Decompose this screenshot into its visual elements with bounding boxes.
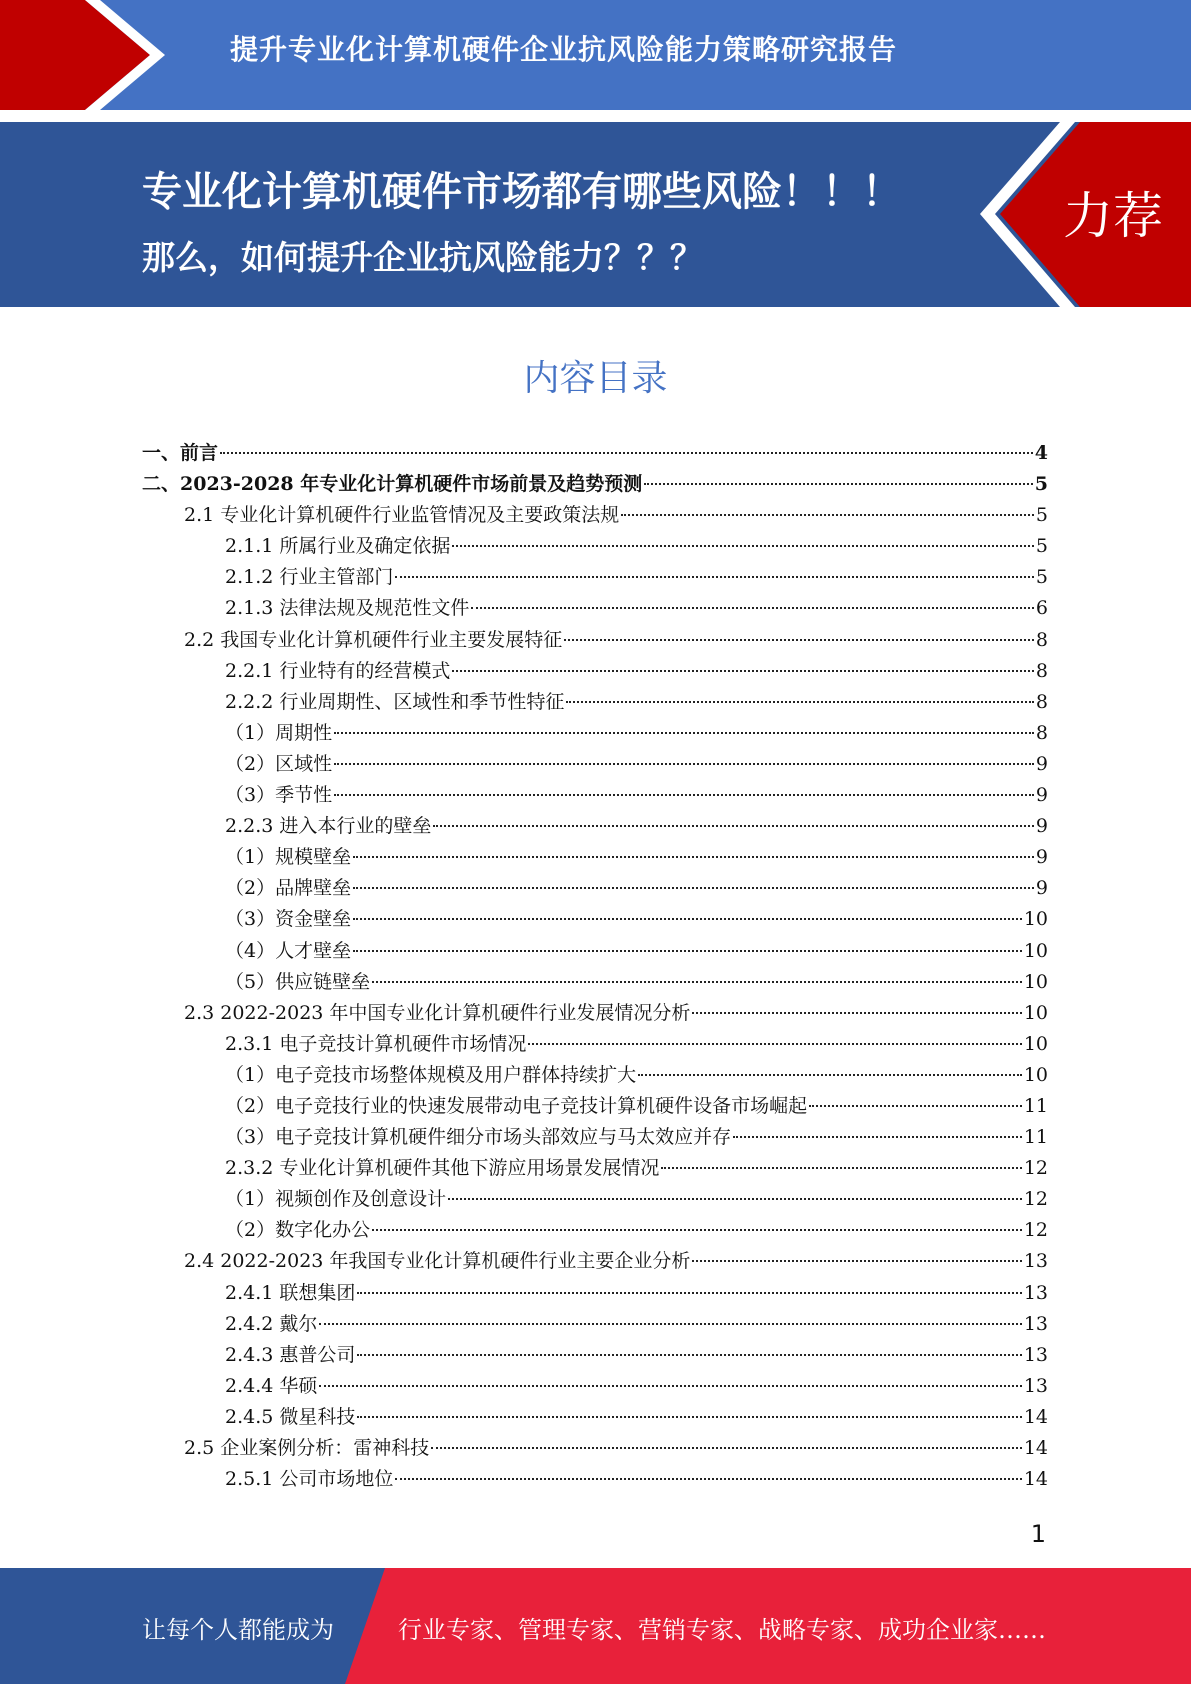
toc-entry-page: 8 xyxy=(1035,659,1048,682)
toc-entry-title: （2）区域性 xyxy=(225,752,333,775)
toc-entry[interactable] xyxy=(142,967,1048,998)
toc-entry-page: 10 xyxy=(1023,1001,1048,1024)
toc-leader-dots xyxy=(564,639,1034,641)
toc-entry-page: 4 xyxy=(1034,442,1048,464)
toc-entry[interactable] xyxy=(142,593,1048,624)
toc-entry[interactable] xyxy=(142,1278,1048,1309)
toc-entry-page: 12 xyxy=(1023,1219,1048,1242)
toc-entry-title: （1）规模壁垒 xyxy=(225,846,352,869)
footer-banner xyxy=(0,1568,1191,1684)
toc-entry-title: 2.3.2 专业化计算机硬件其他下游应用场景发展情况 xyxy=(225,1157,660,1180)
toc-leader-dots xyxy=(357,1354,1021,1356)
toc-entry-page: 13 xyxy=(1023,1312,1048,1335)
toc-entry-title: 2.4 2022-2023 年我国专业化计算机硬件行业主要企业分析 xyxy=(184,1250,691,1273)
toc-entry[interactable] xyxy=(142,811,1048,842)
toc-entry-page: 5 xyxy=(1035,535,1048,558)
toc-entry-title: （3）资金壁垒 xyxy=(225,908,352,931)
toc-entry-page: 13 xyxy=(1023,1343,1048,1366)
toc-leader-dots xyxy=(644,483,1033,485)
toc-leader-dots xyxy=(357,1292,1021,1294)
hero-headline: 专业化计算机硬件市场都有哪些风险！！！ xyxy=(142,169,902,215)
toc-entry-title: 2.5.1 公司市场地位 xyxy=(225,1468,394,1491)
toc-entry-title: 一、前言 xyxy=(142,442,219,464)
toc-leader-dots xyxy=(357,1416,1021,1418)
toc-entry-page: 14 xyxy=(1023,1437,1048,1459)
toc-leader-dots xyxy=(638,1074,1022,1076)
toc-entry[interactable] xyxy=(142,1029,1048,1060)
toc-entry[interactable] xyxy=(142,531,1048,562)
toc-entry-title: （3）季节性 xyxy=(225,784,333,807)
toc-leader-dots xyxy=(395,576,1034,578)
toc-entry-page: 11 xyxy=(1023,1094,1048,1117)
toc-entry-page: 11 xyxy=(1023,1126,1048,1149)
toc-entry-page: 10 xyxy=(1023,970,1048,993)
toc-leader-dots xyxy=(452,670,1034,672)
toc-leader-dots xyxy=(692,1012,1021,1014)
toc-entry-page: 8 xyxy=(1035,628,1048,651)
toc-entry-title: 2.2.1 行业特有的经营模式 xyxy=(225,659,451,682)
toc-entry[interactable] xyxy=(142,1184,1048,1215)
toc-entry-title: 2.1.1 所属行业及确定依据 xyxy=(225,535,451,558)
toc-leader-dots xyxy=(372,981,1022,983)
toc-entry-title: 2.1 专业化计算机硬件行业监管情况及主要政策法规 xyxy=(184,504,620,527)
toc-entry[interactable] xyxy=(142,873,1048,904)
toc-entry-title: （2）品牌壁垒 xyxy=(225,877,352,900)
footer-slogan-left: 让每个人都能成为 xyxy=(142,1616,334,1644)
toc-entry[interactable] xyxy=(142,936,1048,967)
toc-entry-title: （1）视频创作及创意设计 xyxy=(225,1188,447,1211)
toc-entry-page: 8 xyxy=(1035,690,1048,713)
toc-entry[interactable] xyxy=(142,1060,1048,1091)
toc-entry-page: 12 xyxy=(1023,1188,1048,1211)
recommend-badge: 力荐 xyxy=(1063,187,1163,245)
toc-leader-dots xyxy=(431,1447,1022,1449)
toc-entry-page: 9 xyxy=(1035,877,1048,900)
toc-entry-page: 12 xyxy=(1023,1157,1048,1180)
toc-entry-page: 13 xyxy=(1023,1281,1048,1304)
toc-entry-page: 14 xyxy=(1023,1468,1048,1491)
toc-leader-dots xyxy=(621,514,1034,516)
top-left-red-chevron xyxy=(0,0,150,110)
toc-entry-page: 9 xyxy=(1035,752,1048,775)
toc-leader-dots xyxy=(220,452,1033,454)
hero-subheadline: 那么，如何提升企业抗风险能力？？？ xyxy=(142,238,703,277)
toc-entry-title: 2.5 企业案例分析：雷神科技 xyxy=(184,1437,430,1459)
toc-entry-title: 2.2 我国专业化计算机硬件行业主要发展特征 xyxy=(184,628,563,651)
toc-entry[interactable] xyxy=(142,749,1048,780)
page-number: 1 xyxy=(1030,1520,1046,1548)
toc-entry-title: （4）人才壁垒 xyxy=(225,939,352,962)
toc-leader-dots xyxy=(566,701,1034,703)
toc-leader-dots xyxy=(395,1478,1021,1480)
toc-leader-dots xyxy=(528,1043,1021,1045)
toc-entry-page: 5 xyxy=(1035,504,1048,527)
toc-leader-dots xyxy=(433,825,1034,827)
footer-slogan-right: 行业专家、管理专家、营销专家、战略专家、成功企业家…… xyxy=(398,1616,1046,1644)
toc-entry[interactable] xyxy=(142,718,1048,749)
toc-entry-title: 二、2023-2028 年专业化计算机硬件市场前景及趋势预测 xyxy=(142,473,643,496)
toc-entry-page: 13 xyxy=(1023,1374,1048,1397)
toc-entry[interactable] xyxy=(142,1091,1048,1122)
toc-entry[interactable] xyxy=(142,1122,1048,1153)
toc-leader-dots xyxy=(471,607,1034,609)
toc-leader-dots xyxy=(334,794,1034,796)
toc-entry-title: 2.1.3 法律法规及规范性文件 xyxy=(225,597,470,620)
toc-entry-title: 2.2.3 进入本行业的壁垒 xyxy=(225,815,432,838)
toc-entry-page: 9 xyxy=(1035,784,1048,807)
toc-entry-title: （5）供应链壁垒 xyxy=(225,970,371,993)
banner-title: 提升专业化计算机硬件企业抗风险能力策略研究报告 xyxy=(230,33,898,66)
toc-entry-title: （1）电子竞技市场整体规模及用户群体持续扩大 xyxy=(225,1063,637,1086)
toc-leader-dots xyxy=(692,1260,1021,1262)
toc-entry-title: 2.1.2 行业主管部门 xyxy=(225,566,394,589)
toc-entry-title: 2.3 2022-2023 年中国专业化计算机硬件行业发展情况分析 xyxy=(184,1001,691,1024)
toc-entry[interactable] xyxy=(142,904,1048,935)
toc-entry-page: 5 xyxy=(1034,473,1048,496)
toc-entry[interactable] xyxy=(142,1153,1048,1184)
toc-leader-dots xyxy=(448,1198,1022,1200)
toc-entry-page: 13 xyxy=(1023,1250,1048,1273)
toc-entry-title: 2.4.5 微星科技 xyxy=(225,1405,356,1428)
toc-leader-dots xyxy=(733,1136,1022,1138)
toc-entry-title: 2.2.2 行业周期性、区域性和季节性特征 xyxy=(225,690,565,713)
toc-title: 内容目录 xyxy=(523,358,668,399)
toc-entry-page: 10 xyxy=(1023,1063,1048,1086)
toc-entry-title: 2.4.1 联想集团 xyxy=(225,1281,356,1304)
toc-entry-page: 10 xyxy=(1023,939,1048,962)
toc-entry[interactable] xyxy=(142,1246,1048,1277)
toc-entry-page: 10 xyxy=(1023,1032,1048,1055)
toc-entry[interactable] xyxy=(142,438,1048,469)
toc-entry-page: 10 xyxy=(1023,908,1048,931)
toc-entry[interactable] xyxy=(142,998,1048,1029)
toc-entry[interactable] xyxy=(142,469,1048,500)
toc-entry-page: 9 xyxy=(1035,846,1048,869)
toc-entry[interactable] xyxy=(142,500,1048,531)
toc-entry[interactable] xyxy=(142,1433,1048,1464)
toc-leader-dots xyxy=(372,1229,1022,1231)
toc-entry-page: 8 xyxy=(1035,721,1048,744)
toc-entry[interactable] xyxy=(142,656,1048,687)
toc-entry[interactable] xyxy=(142,1309,1048,1340)
toc-leader-dots xyxy=(809,1105,1022,1107)
decorative-shapes xyxy=(0,0,1191,310)
toc-leader-dots xyxy=(334,763,1034,765)
toc-entry-title: 2.4.2 戴尔 xyxy=(225,1312,318,1335)
toc-leader-dots xyxy=(353,918,1022,920)
toc-leader-dots xyxy=(353,887,1034,889)
toc-entry[interactable] xyxy=(142,1371,1048,1402)
toc-entry[interactable] xyxy=(142,687,1048,718)
toc-entry-title: （1）周期性 xyxy=(225,721,333,744)
toc-leader-dots xyxy=(452,545,1034,547)
toc-leader-dots xyxy=(353,950,1022,952)
toc-entry[interactable] xyxy=(142,1340,1048,1371)
toc-entry[interactable] xyxy=(142,1464,1048,1495)
toc-leader-dots xyxy=(661,1167,1021,1169)
toc-entry[interactable] xyxy=(142,625,1048,656)
toc-entry[interactable] xyxy=(142,842,1048,873)
toc-entry-title: 2.4.3 惠普公司 xyxy=(225,1343,356,1366)
toc-entry-page: 14 xyxy=(1023,1405,1048,1428)
toc-entry[interactable] xyxy=(142,1402,1048,1433)
toc-entry-title: （2）数字化办公 xyxy=(225,1219,371,1242)
toc-entry-title: 2.3.1 电子竞技计算机硬件市场情况 xyxy=(225,1032,527,1055)
toc-entry[interactable] xyxy=(142,780,1048,811)
toc-leader-dots xyxy=(319,1385,1021,1387)
toc-leader-dots xyxy=(353,856,1034,858)
table-of-contents xyxy=(142,438,1048,1495)
toc-entry-page: 5 xyxy=(1035,566,1048,589)
toc-entry[interactable] xyxy=(142,1215,1048,1246)
toc-entry-page: 6 xyxy=(1035,597,1048,620)
toc-entry[interactable] xyxy=(142,562,1048,593)
toc-leader-dots xyxy=(319,1323,1021,1325)
toc-entry-title: （3）电子竞技计算机硬件细分市场头部效应与马太效应并存 xyxy=(225,1126,732,1149)
toc-entry-title: （2）电子竞技行业的快速发展带动电子竞技计算机硬件设备市场崛起 xyxy=(225,1094,808,1117)
toc-entry-title: 2.4.4 华硕 xyxy=(225,1374,318,1397)
toc-entry-page: 9 xyxy=(1035,815,1048,838)
toc-leader-dots xyxy=(334,732,1034,734)
